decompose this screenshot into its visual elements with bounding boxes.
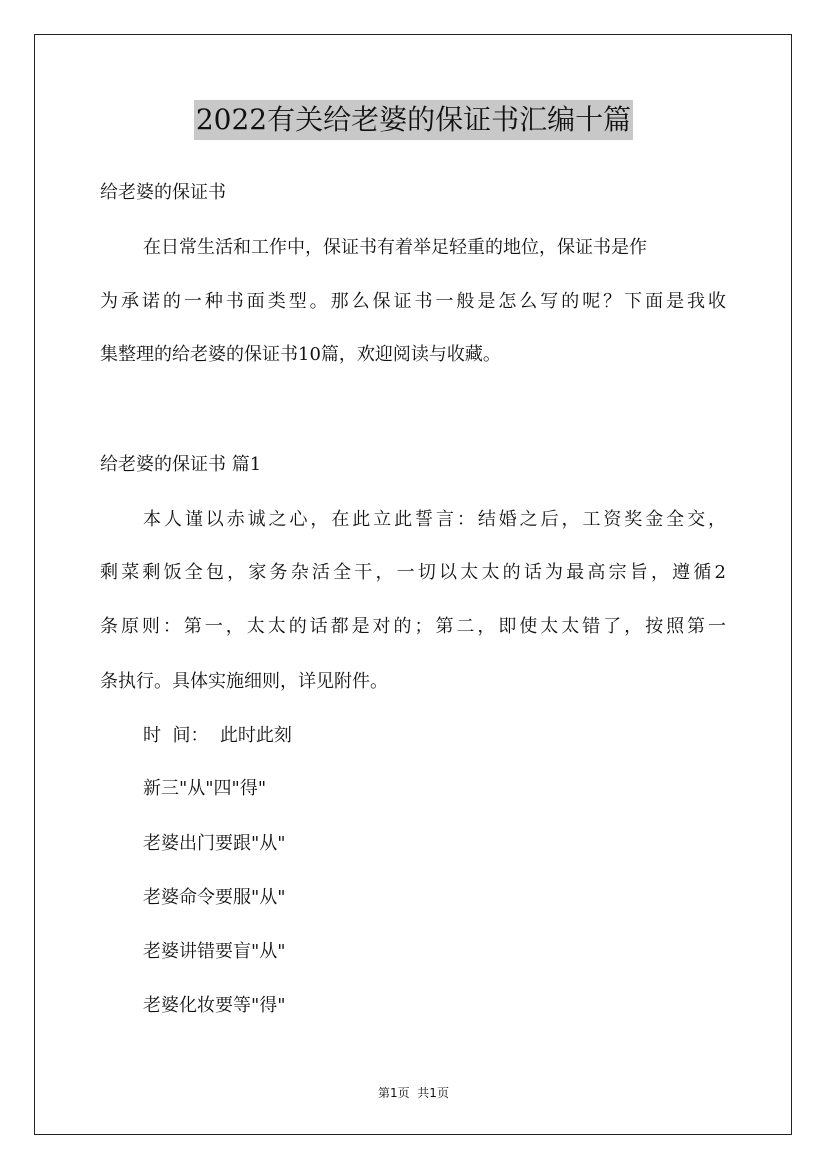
section-paragraph-line: 条执行。具体实施细则，详见附件。 [100, 671, 388, 692]
intro-paragraph-line: 集整理的给老婆的保证书10篇，欢迎阅读与收藏。 [100, 344, 501, 365]
intro-heading: 给老婆的保证书 [100, 182, 226, 203]
section-paragraph-line: 本人谨以赤诚之心，在此立此誓言：结婚之后，工资奖金全交， [143, 509, 726, 530]
list-line: 新三"从"四"得" [143, 778, 267, 799]
intro-paragraph-line: 为承诺的一种书面类型。那么保证书一般是怎么写的呢？下面是我收 [100, 291, 726, 312]
section-paragraph-line: 条原则：第一，太太的话都是对的；第二，即使太太错了，按照第一 [100, 616, 726, 637]
section-heading: 给老婆的保证书 篇1 [100, 454, 262, 475]
section-paragraph-line: 剩菜剩饭全包，家务杂活全干，一切以太太的话为最高宗旨，遵循2 [100, 562, 726, 583]
list-line: 老婆化妆要等"得" [143, 995, 286, 1016]
list-line: 老婆命令要服"从" [143, 887, 286, 908]
title-area [0, 100, 827, 140]
list-line: 老婆出门要跟"从" [143, 833, 286, 854]
page-number-footer: 第1页 共1页 [378, 1086, 449, 1100]
document-title: 2022有关给老婆的保证书汇编十篇 [194, 100, 633, 140]
list-line: 时 间： 此时此刻 [143, 725, 292, 746]
list-line: 老婆讲错要盲"从" [143, 941, 286, 962]
intro-paragraph-line: 在日常生活和工作中，保证书有着举足轻重的地位，保证书是作 [143, 237, 647, 258]
